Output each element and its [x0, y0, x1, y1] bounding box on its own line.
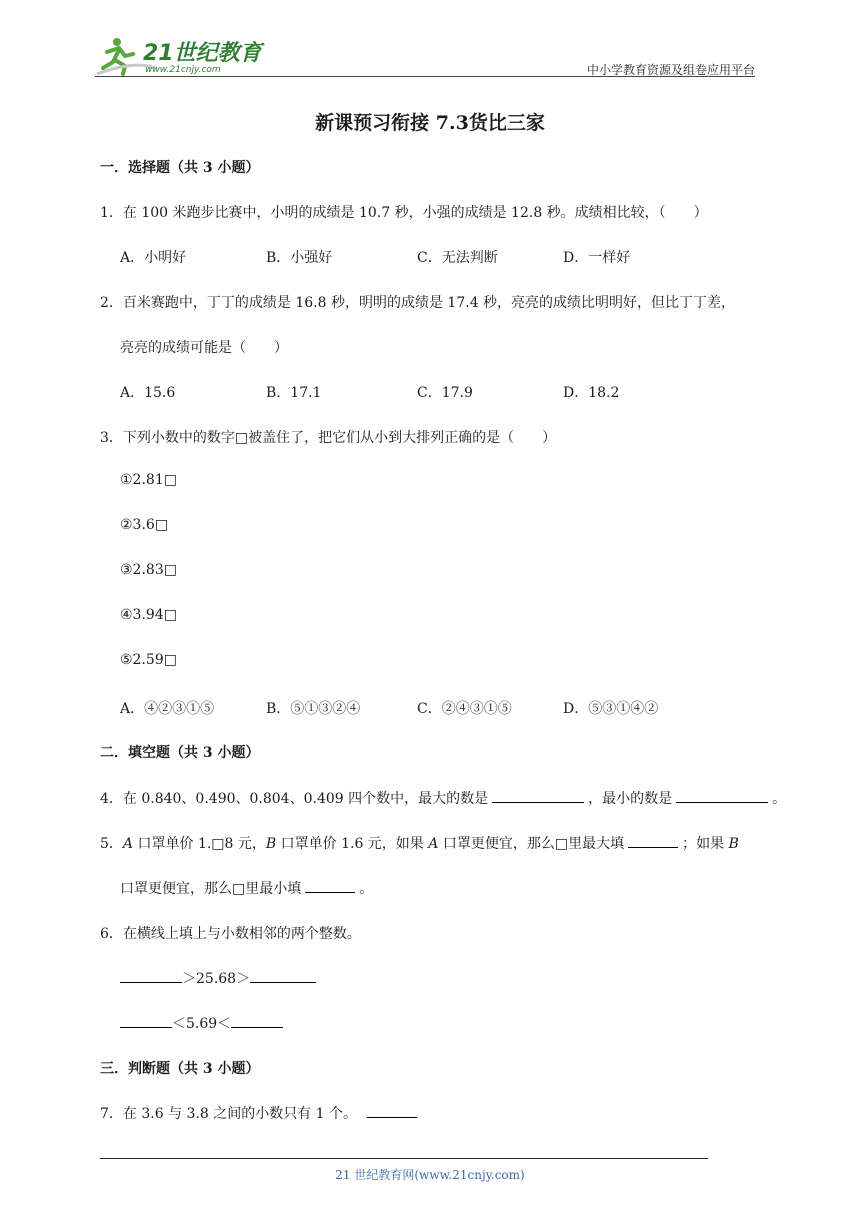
q3-option-a: A．④②③①⑤ [120, 701, 215, 717]
question-6: 6．在横线上填上与小数相邻的两个整数。 [100, 926, 361, 942]
section-heading-choice: 一．选择题（共 3 小题） [100, 160, 260, 176]
q6-row2-blank-right[interactable] [231, 1013, 283, 1028]
section-heading-fill: 二．填空题（共 3 小题） [100, 745, 260, 761]
question-2-line1: 2．百米赛跑中，丁丁的成绩是 16.8 秒，明明的成绩是 17.4 秒，亮亮的成绩比明明好，但比丁丁差， [100, 295, 736, 311]
svg-text:21世纪教育: 21世纪教育 [143, 41, 262, 66]
q5-var-a2: A [428, 836, 439, 852]
q5-number: 5． [100, 836, 123, 852]
footer-divider [100, 1158, 708, 1159]
q3-item-1: ①2.81□ [120, 472, 177, 488]
q1-option-b: B．小强好 [266, 250, 333, 266]
q6-row1-blank-left[interactable] [120, 968, 182, 983]
question-7 [100, 1103, 421, 1123]
q5-answer-blank-2[interactable] [305, 878, 355, 893]
q3-item-5: ⑤2.59□ [120, 652, 177, 668]
q1-option-c: C．无法判断 [417, 250, 498, 266]
q5-answer-blank-1[interactable] [628, 833, 678, 848]
q5-text-f: 。 [359, 881, 374, 897]
q5-text-b: 口罩单价 1.6 元，如果 [276, 836, 429, 852]
header-divider [95, 76, 755, 77]
footer-source[interactable]: 21 世纪教育网(www.21cnjy.com) [335, 1168, 525, 1182]
q3-item-2: ②3.6□ [120, 517, 169, 533]
q2-option-c: C．17.9 [417, 385, 473, 401]
question-2-line2: 亮亮的成绩可能是（ ） [120, 340, 288, 356]
svg-text:www.21cnjy.com: www.21cnjy.com [145, 65, 221, 75]
q6-row1-blank-right[interactable] [250, 968, 316, 983]
q5-text-a: 口罩单价 1.□8 元， [133, 836, 266, 852]
q3-item-4: ④3.94□ [120, 607, 177, 623]
page-title: 新课预习衔接 7.3货比三家 [315, 112, 545, 134]
q3-option-c: C．②④③①⑤ [417, 701, 512, 717]
q7-text: 7．在 3.6 与 3.8 之间的小数只有 1 个。 [100, 1106, 358, 1122]
q5-text-e: 口罩更便宜，那么□里最小填 [120, 881, 302, 897]
q6-row-1 [120, 968, 316, 988]
q5-text-d: ；如果 [682, 836, 729, 852]
question-5-line1 [100, 833, 739, 853]
q6-row2-blank-left[interactable] [120, 1013, 172, 1028]
question-5-line2 [120, 878, 373, 898]
q5-var-b: B [265, 836, 277, 852]
q3-option-b: B．⑤①③②④ [266, 701, 361, 717]
q1-option-d: D．一样好 [563, 250, 631, 266]
question-3: 3．下列小数中的数字□被盖住了，把它们从小到大排列正确的是（ ） [100, 430, 557, 446]
q4-text-3: 。 [772, 791, 787, 807]
q6-row-2 [120, 1013, 283, 1033]
header-tagline: 中小学教育资源及组卷应用平台 [586, 63, 755, 77]
question-1: 1．在 100 米跑步比赛中，小明的成绩是 10.7 秒，小强的成绩是 12.8 秒。成绩相比较，（ ） [100, 205, 708, 221]
section-heading-judge: 三．判断题（共 3 小题） [100, 1061, 260, 1077]
q4-answer-blank-max[interactable] [492, 788, 584, 803]
q4-text-1: 4．在 0.840、0.490、0.804、0.409 四个数中，最大的数是 [100, 791, 489, 807]
q5-text-c: 口罩更便宜，那么□里最大填 [438, 836, 625, 852]
q3-item-3: ③2.83□ [120, 562, 177, 578]
q2-option-a: A．15.6 [120, 385, 176, 401]
q1-option-a: A．小明好 [120, 250, 187, 266]
q2-option-b: B．17.1 [266, 385, 322, 401]
site-logo [95, 34, 265, 78]
q6-row1-text: ＞25.68＞ [182, 971, 251, 987]
q7-answer-blank[interactable] [367, 1103, 417, 1118]
q6-row2-text: ＜5.69＜ [172, 1016, 232, 1032]
question-4 [100, 788, 786, 808]
q5-var-a: A [122, 836, 134, 852]
q4-answer-blank-min[interactable] [676, 788, 768, 803]
q2-option-d: D．18.2 [563, 385, 620, 401]
q4-text-2: ，最小的数是 [588, 791, 673, 807]
q5-var-b2: B [728, 836, 739, 852]
q3-option-d: D．⑤③①④② [563, 701, 659, 717]
